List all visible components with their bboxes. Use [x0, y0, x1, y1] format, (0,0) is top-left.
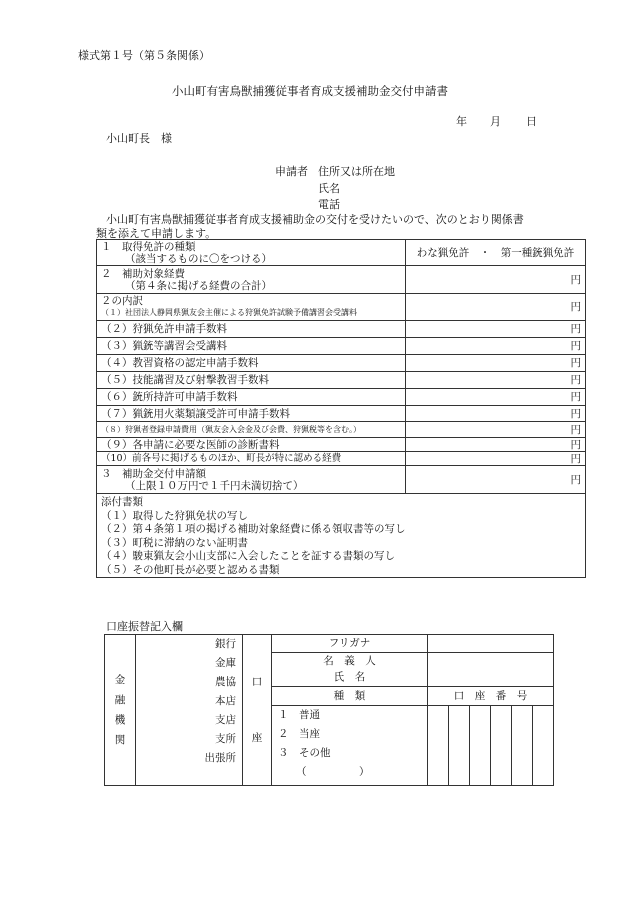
branch-office: 出張所 [204, 752, 236, 764]
license-label-1: １ 取得免許の種類 [101, 240, 196, 253]
kind-options[interactable] [272, 705, 428, 785]
breakdown-9-label: （９）各申請に必要な医師の診断書料 [97, 438, 406, 452]
attachment-2: （２）第４条第１項の掲げる補助対象経費に係る領収書等の写し [101, 523, 406, 535]
attachment-5: （５）その他町長が必要と認める書類 [101, 563, 280, 576]
intro-line-2: 類を添えて申請します。 [96, 227, 217, 240]
breakdown-6-label: （６）銃所持許可申請手数料 [97, 389, 406, 406]
breakdown-8-label: （８）狩猟者登録申請費用（猟友会入会金及び会費、狩猟税等を含む。） [97, 422, 406, 438]
kind-other-paren: （ ） [296, 765, 370, 778]
kind-other: ３ その他 [278, 746, 331, 759]
page-title: 小山町有害鳥獣捕獲従事者育成支援補助金交付申請書 [172, 84, 448, 98]
breakdown-9-amount[interactable]: 円 [406, 438, 586, 452]
license-label [97, 240, 406, 266]
grant-label-2: （上限１０万円で１千円未満切捨て） [125, 479, 304, 492]
applicant-address: 住所又は所在地 [318, 165, 395, 178]
intro-line-1: 小山町有害鳥獣捕獲従事者育成支援補助金の交付を受けたいので、次のとおり関係書 [106, 213, 524, 226]
subsidy-amount[interactable]: 円 [406, 266, 586, 294]
subsidy-label [97, 266, 406, 294]
breakdown-4-amount[interactable]: 円 [406, 355, 586, 372]
grant-label [97, 466, 406, 494]
breakdown-6-amount[interactable]: 円 [406, 389, 586, 406]
license-label-2: （該当するものに〇をつける） [125, 252, 272, 265]
applicant-phone: 電話 [318, 198, 340, 211]
number-label: 口 座 番 号 [428, 687, 554, 706]
application-table [96, 239, 586, 578]
digit-cell[interactable] [428, 705, 449, 785]
type-shinkin: 金庫 [215, 657, 236, 669]
digit-cell[interactable] [470, 705, 491, 785]
account-label [243, 635, 272, 786]
attachments [97, 494, 586, 578]
attachment-4: （４）駿東猟友会小山支部に入会したことを証する書類の写し [101, 550, 395, 562]
holder-label-1: 名 義 人 [323, 655, 376, 668]
license-options[interactable]: わな猟免許 ・ 第一種銃猟免許 [406, 240, 586, 266]
account-label-text: 口座 [251, 676, 263, 744]
attachment-3: （３）町税に滞納のない証明書 [101, 536, 248, 549]
type-bank: 銀行 [215, 638, 236, 650]
applicant-label: 申請者 [275, 165, 308, 178]
breakdown-1 [97, 294, 406, 321]
bank-table [104, 634, 554, 786]
date-month: 月 [490, 115, 501, 128]
subsidy-label-2: （第４条に掲げる経費の合計） [125, 279, 272, 292]
breakdown-4-label: （４）教習資格の認定申請手数料 [97, 355, 406, 372]
institution-label-text: 金融機関 [114, 674, 126, 746]
furigana-label: フリガナ [272, 635, 428, 653]
breakdown-7-label: （７）猟銃用火薬類譲受許可申請手数料 [97, 406, 406, 422]
applicant-name: 氏名 [318, 182, 340, 195]
breakdown-8-amount[interactable]: 円 [406, 422, 586, 438]
kind-checking: ２ 当座 [278, 727, 320, 740]
holder-label [272, 652, 428, 686]
breakdown-10-label: （10）前各号に掲げるものほか、町長が特に認める経費 [97, 452, 406, 466]
holder-label-2: 氏 名 [333, 671, 366, 684]
grant-amount[interactable]: 円 [406, 466, 586, 494]
institution-label [105, 635, 136, 786]
breakdown-1-amount[interactable]: 円 [406, 294, 586, 321]
branch-branch: 支店 [215, 714, 236, 726]
addressee: 小山町長 様 [106, 132, 172, 145]
date-day: 日 [526, 115, 537, 128]
grant-label-1: ３ 補助金交付申請額 [101, 467, 206, 480]
form-number: 様式第１号（第５条関係） [78, 49, 210, 62]
digit-cell[interactable] [533, 705, 554, 785]
holder-input[interactable] [428, 652, 554, 686]
bank-header: 口座振替記入欄 [106, 620, 183, 633]
breakdown-5-amount[interactable]: 円 [406, 372, 586, 389]
breakdown-10-amount[interactable]: 円 [406, 452, 586, 466]
digit-cell[interactable] [449, 705, 470, 785]
attachment-1: （１）取得した狩猟免状の写し [101, 509, 248, 522]
subsidy-label-1: ２ 補助対象経費 [101, 267, 185, 280]
breakdown-2-label: （２）狩猟免許申請手数料 [97, 321, 406, 338]
type-noukyou: 農協 [215, 676, 236, 688]
branch-head: 本店 [215, 695, 236, 707]
breakdown-3-label: （３）猟銃等講習会受講料 [97, 338, 406, 355]
institution-entry[interactable] [136, 635, 243, 786]
digit-cell[interactable] [512, 705, 533, 785]
kind-label: 種 類 [272, 687, 428, 706]
attachments-header: 添付書類 [101, 496, 143, 508]
breakdown-7-amount[interactable]: 円 [406, 406, 586, 422]
furigana-input[interactable] [428, 635, 554, 653]
breakdown-2-amount[interactable]: 円 [406, 321, 586, 338]
digit-cell[interactable] [491, 705, 512, 785]
breakdown-5-label: （５）技能講習及び射撃教習手数料 [97, 372, 406, 389]
kind-savings: １ 普通 [278, 708, 320, 721]
breakdown-1-label: （１）社団法人静岡県猟友会主催による狩猟免許試験予備講習会受講料 [101, 308, 357, 317]
breakdown-header: ２の内訳 [101, 295, 143, 307]
date-year: 年 [456, 115, 467, 128]
breakdown-3-amount[interactable]: 円 [406, 338, 586, 355]
branch-sub: 支所 [215, 733, 236, 745]
